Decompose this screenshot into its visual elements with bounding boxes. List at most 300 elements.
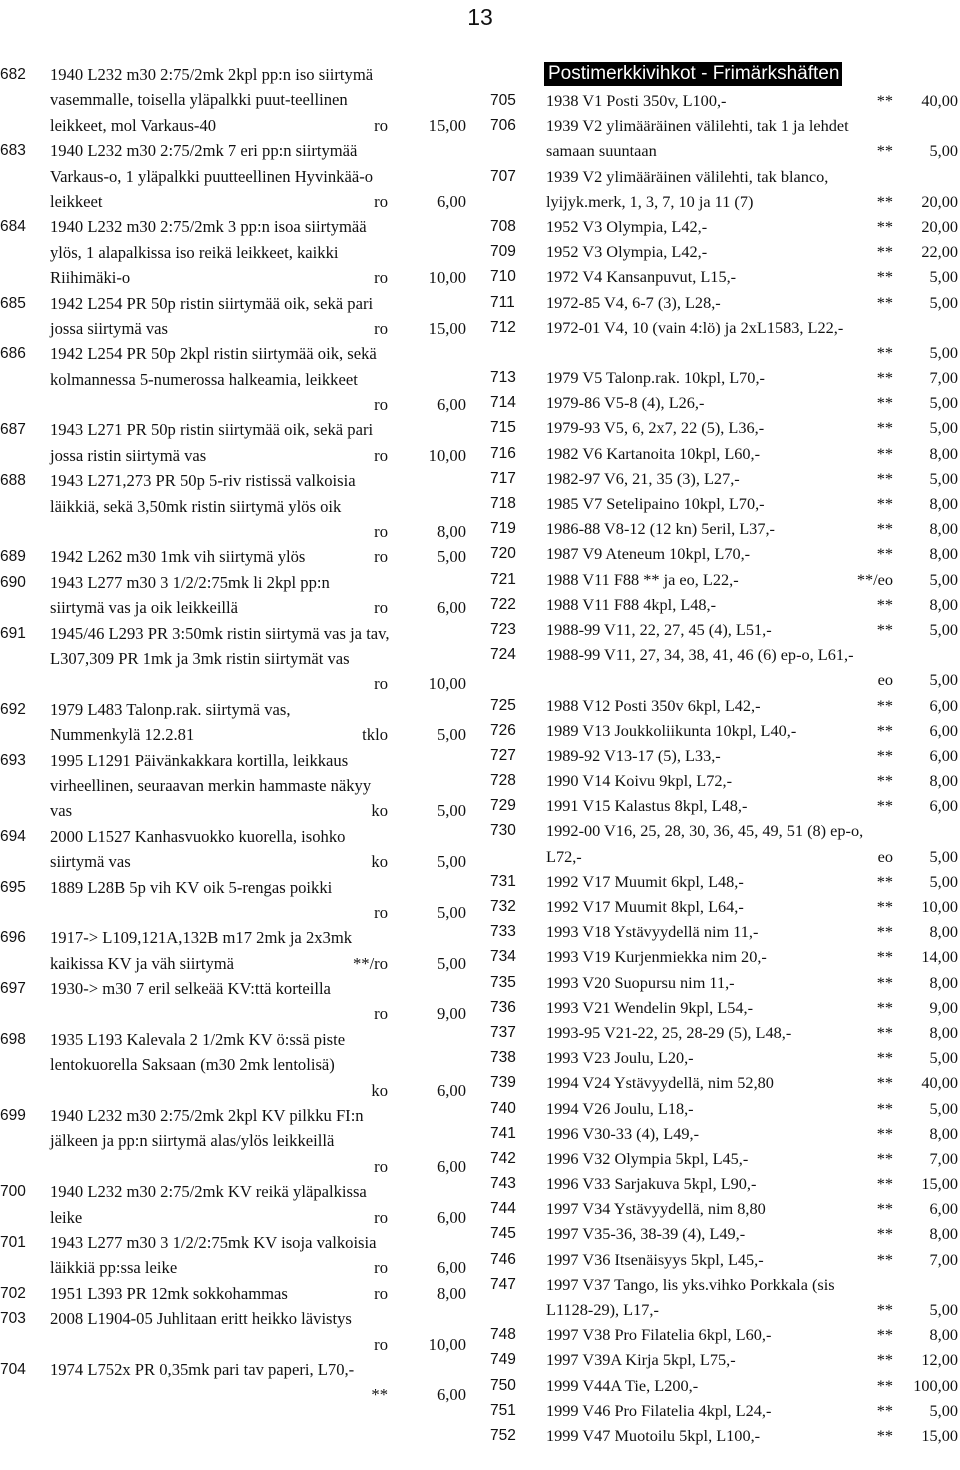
lot-entry	[490, 894, 958, 919]
lot-line	[0, 519, 466, 544]
lot-price: 5,00	[929, 1098, 958, 1118]
lot-line	[0, 1179, 466, 1204]
lot-price: 7,00	[929, 1148, 958, 1168]
lot-price: 5,00	[929, 342, 958, 362]
lot-line	[490, 793, 958, 818]
lot-number: 706	[490, 117, 516, 135]
left-column	[0, 62, 466, 1408]
lot-line	[490, 516, 958, 541]
lot-description: 1979 V5 Talonp.rak. 10kpl, L70,-	[546, 368, 765, 388]
lot-entry	[490, 1045, 958, 1070]
lot-description: 1940 L232 m30 2:75/2mk 7 eri pp:n siirtymää	[50, 141, 358, 161]
lot-price: 6,00	[436, 1207, 466, 1227]
lot-condition: ro	[374, 1334, 388, 1354]
lot-description: 1917-> L109,121A,132B m17 2mk ja 2x3mk	[50, 928, 353, 948]
lot-condition: ro	[374, 191, 388, 211]
lot-price: 15,00	[921, 1174, 958, 1194]
lot-entry	[490, 1096, 958, 1121]
lot-entry	[490, 365, 958, 390]
lot-entry	[490, 1070, 958, 1095]
lot-description: L1128-29), L17,-	[546, 1300, 659, 1319]
lot-condition: **	[876, 897, 893, 916]
lot-line	[0, 697, 466, 722]
lot-description: 1930-> m30 7 eril selkeää KV:ttä korteilla	[50, 979, 331, 999]
lot-number: 700	[0, 1183, 26, 1201]
lot-line	[0, 1382, 466, 1407]
lot-price: 10,00	[428, 674, 466, 694]
lot-entry	[0, 1357, 466, 1408]
lot-price: 22,00	[921, 242, 958, 262]
lot-line	[0, 1255, 466, 1280]
lot-line	[490, 541, 958, 566]
lot-condition: **	[876, 191, 893, 211]
lot-line	[0, 671, 466, 696]
lot-condition: **	[876, 216, 893, 236]
lot-entry	[490, 491, 958, 516]
lot-price: 5,00	[929, 292, 958, 312]
lot-description: 1993 V18 Ystävyydellä nim 11,-	[546, 922, 759, 942]
lot-price: 8,00	[929, 494, 958, 513]
lot-line	[0, 1052, 466, 1077]
lot-entry	[490, 1171, 958, 1196]
lot-price: 5,00	[929, 141, 958, 161]
lot-line	[490, 390, 958, 415]
lot-number: 695	[0, 878, 26, 896]
lot-entry	[490, 290, 958, 315]
lot-price: 9,00	[929, 997, 958, 1017]
lot-condition: ro	[374, 1258, 388, 1278]
lot-line	[0, 748, 466, 773]
lot-entry	[490, 1146, 958, 1171]
lot-number: 687	[0, 421, 26, 439]
lot-description: 1979 L483 Talonp.rak. siirtymä vas,	[50, 699, 291, 719]
lot-number: 711	[490, 293, 515, 311]
lot-price: 20,00	[921, 216, 958, 236]
lot-line	[0, 316, 466, 341]
lot-description: 1939 V2 ylimääräinen välilehti, tak blanco,	[546, 166, 829, 186]
lot-price: 5,00	[929, 393, 958, 413]
lot-line	[0, 138, 466, 163]
lot-description: 1997 V37 Tango, lis yks.vihko Porkkala (sis	[546, 1274, 835, 1294]
lot-line	[0, 849, 466, 874]
lot-condition: **/eo	[856, 569, 893, 589]
lot-number: 692	[0, 700, 26, 718]
lot-price: 10,00	[921, 897, 958, 916]
lot-description: 1940 L232 m30 2:75/2mk 2kpl pp:n iso siirtymä	[50, 65, 374, 84]
lot-price: 6,00	[436, 191, 466, 211]
lot-condition: **	[876, 1400, 893, 1420]
lot-price: 8,00	[929, 1325, 958, 1345]
lot-line	[490, 189, 958, 214]
lot-number: 685	[0, 294, 26, 312]
lot-line	[0, 417, 466, 442]
lot-line	[0, 951, 466, 976]
lot-condition: **	[876, 1350, 893, 1370]
lot-condition: tklo	[362, 725, 388, 745]
lot-number: 736	[490, 998, 516, 1016]
lot-description: 1996 V32 Olympia 5kpl, L45,-	[546, 1148, 749, 1168]
page-number: 13	[467, 4, 493, 30]
lot-line	[0, 443, 466, 468]
lot-description: läikkiä pp:ssa leike	[50, 1258, 178, 1278]
lot-line	[490, 642, 958, 667]
lot-description: 1988 V12 Posti 350v 6kpl, L42,-	[546, 695, 761, 715]
lot-entry	[0, 214, 466, 290]
lot-number: 729	[490, 797, 516, 815]
lot-line	[490, 315, 958, 340]
lot-line	[490, 1096, 958, 1121]
lot-description: 1986-88 V8-12 (12 kn) 5eril, L37,-	[546, 519, 775, 539]
lot-description: 1942 L254 PR 50p 2kpl ristin siirtymää oik, sekä	[50, 344, 377, 364]
lot-line	[0, 925, 466, 950]
lot-number: 683	[0, 142, 26, 160]
lot-description: 1987 V9 Ateneum 10kpl, L70,-	[546, 544, 751, 564]
lot-description: 1992 V17 Muumit 8kpl, L64,-	[546, 897, 744, 916]
lot-line	[0, 113, 466, 138]
lot-price: 8,00	[929, 1022, 958, 1042]
lot-line	[490, 919, 958, 944]
lot-description: 1993 V20 Suopursu nim 11,-	[546, 972, 735, 992]
lot-entry	[490, 315, 958, 365]
lot-line	[490, 138, 958, 163]
lot-condition: ro	[374, 445, 388, 465]
lot-entry	[490, 818, 958, 868]
lot-price: 15,00	[921, 1425, 958, 1445]
lot-line	[490, 818, 958, 843]
lot-line	[490, 894, 958, 919]
lot-condition: ro	[374, 1207, 388, 1227]
lot-condition: ko	[371, 1080, 388, 1100]
lot-condition: **	[876, 1022, 893, 1042]
lot-number: 720	[490, 545, 516, 563]
lot-description: 1999 V44A Tie, L200,-	[546, 1375, 699, 1395]
lot-condition: **	[876, 1123, 893, 1143]
lot-description: jossa siirtymä vas	[50, 318, 168, 338]
lot-price: 15,00	[428, 115, 466, 135]
lot-entry	[490, 441, 958, 466]
lot-entry	[490, 718, 958, 743]
lot-entry	[490, 869, 958, 894]
lot-number: 701	[0, 1233, 26, 1251]
lot-description: 1993-95 V21-22, 25, 28-29 (5), L48,-	[546, 1022, 792, 1042]
lot-condition: ro	[374, 902, 388, 922]
lot-number: 699	[0, 1107, 26, 1125]
lot-condition: ro	[374, 1283, 388, 1303]
lot-line	[0, 1128, 466, 1153]
lot-condition: **	[876, 1325, 893, 1345]
lot-price: 10,00	[428, 1334, 466, 1354]
lot-description: 1997 V34 Ystävyydellä, nim 8,80	[546, 1199, 766, 1219]
lot-line	[0, 773, 466, 798]
lot-line	[490, 1398, 958, 1423]
lot-entry	[490, 743, 958, 768]
lot-price: 6,00	[929, 1199, 958, 1219]
lot-number: 688	[0, 472, 26, 490]
lot-description: 1993 V19 Kurjenmiekka nim 20,-	[546, 947, 767, 967]
lot-condition: ro	[374, 674, 388, 694]
lot-number: 738	[490, 1049, 516, 1067]
lot-line	[0, 1154, 466, 1179]
lot-condition: **	[876, 418, 893, 438]
lot-line	[0, 468, 466, 493]
lot-line	[490, 844, 958, 869]
lot-entry	[490, 415, 958, 440]
lot-line	[0, 240, 466, 265]
lot-line	[0, 976, 466, 1001]
lot-price: 8,00	[929, 771, 958, 791]
lot-description: lentokuorella Saksaan (m30 2mk lentolisä)	[50, 1055, 335, 1075]
lot-entry	[490, 164, 958, 214]
lot-entry	[490, 1121, 958, 1146]
lot-number: 728	[490, 772, 516, 790]
lot-line	[490, 1272, 958, 1297]
lot-description: 1999 V47 Muotoilu 5kpl, L100,-	[546, 1425, 761, 1445]
lot-entry	[490, 995, 958, 1020]
lot-number: 744	[490, 1200, 516, 1218]
lot-price: 6,00	[929, 720, 958, 740]
lot-price: 8,00	[436, 1283, 466, 1303]
lot-line	[0, 570, 466, 595]
lot-line	[0, 621, 466, 646]
lot-description: 1935 L193 Kalevala 2 1/2mk KV ö:ssä piste	[50, 1029, 346, 1049]
lot-entry	[490, 541, 958, 566]
lot-description: 1988-99 V11, 22, 27, 45 (4), L51,-	[546, 619, 772, 639]
lot-line	[0, 367, 466, 392]
lot-price: 5,00	[929, 1300, 958, 1319]
lot-entry	[0, 468, 466, 544]
lot-price: 5,00	[929, 418, 958, 438]
lot-line	[490, 869, 958, 894]
lot-condition: **	[876, 1375, 893, 1395]
lot-line	[0, 291, 466, 316]
lot-price: 8,00	[436, 522, 466, 542]
lot-number: 696	[0, 929, 26, 947]
lot-description: 1990 V14 Koivu 9kpl, L72,-	[546, 771, 733, 791]
lot-condition: **	[876, 393, 893, 413]
lot-description: Varkaus-o, 1 yläpalkki puutteellinen Hyvinkää-o	[50, 166, 374, 186]
lot-number: 686	[0, 345, 26, 363]
lot-description: 2000 L1527 Kanhasvuokko kuorella, isohko	[50, 826, 346, 846]
lot-number: 722	[490, 595, 516, 613]
lot-entry	[490, 768, 958, 793]
lot-price: 5,00	[436, 953, 466, 973]
lot-condition: ro	[374, 1004, 388, 1024]
lot-line	[490, 1373, 958, 1398]
lot-condition: **	[876, 1300, 893, 1319]
lot-entry	[0, 697, 466, 748]
lot-description: 1942 L254 PR 50p ristin siirtymää oik, sekä pari	[50, 293, 374, 313]
lot-condition: **	[876, 695, 893, 715]
lot-condition: **	[876, 1224, 893, 1244]
lot-number: 751	[490, 1401, 516, 1419]
lot-condition: **	[876, 242, 893, 262]
lot-condition: **	[876, 997, 893, 1017]
lot-price: 12,00	[921, 1350, 958, 1370]
lot-description: jälkeen ja pp:n siirtymä alas/ylös leikkeillä	[50, 1131, 335, 1151]
lot-number: 732	[490, 898, 516, 915]
lot-condition: **	[876, 141, 893, 161]
lot-entry	[490, 793, 958, 818]
lot-condition: ro	[374, 268, 388, 288]
lot-line	[490, 567, 958, 592]
lot-line	[490, 1020, 958, 1045]
lot-price: 5,00	[436, 902, 466, 922]
lot-entry	[0, 1027, 466, 1103]
lot-description: 1988 V11 F88 4kpl, L48,-	[546, 594, 717, 614]
lot-entry	[490, 1020, 958, 1045]
lot-condition: **	[876, 468, 893, 488]
lot-entry	[490, 1221, 958, 1246]
lot-line	[490, 441, 958, 466]
lot-line	[490, 1196, 958, 1221]
lot-line	[0, 189, 466, 214]
lot-number: 724	[490, 646, 516, 664]
lot-price: 7,00	[929, 368, 958, 388]
lot-condition: **	[876, 619, 893, 639]
lot-entry	[0, 824, 466, 875]
lot-number: 697	[0, 980, 26, 998]
lot-line	[490, 1146, 958, 1171]
lot-price: 6,00	[929, 695, 958, 715]
lot-line	[490, 466, 958, 491]
lot-description: jossa ristin siirtymä vas	[50, 445, 207, 465]
lot-price: 9,00	[436, 1004, 466, 1024]
lot-condition: **	[876, 443, 893, 463]
lot-line	[0, 798, 466, 823]
lot-entry	[490, 214, 958, 239]
lot-line	[0, 1230, 466, 1255]
lot-number: 746	[490, 1250, 516, 1268]
lot-description: 1991 V15 Kalastus 8kpl, L48,-	[546, 796, 748, 816]
lot-entry	[490, 1322, 958, 1347]
lot-price: 100,00	[913, 1375, 958, 1395]
lot-number: 703	[0, 1310, 26, 1328]
lot-line	[0, 1281, 466, 1306]
lot-line	[0, 1205, 466, 1230]
lot-price: 8,00	[929, 594, 958, 614]
lot-description: 1945/46 L293 PR 3:50mk ristin siirtymä vas ja tav,	[50, 623, 390, 643]
lot-line	[0, 341, 466, 366]
lot-description: lyijyk.merk, 1, 3, 7, 10 ja 11 (7)	[546, 191, 754, 211]
lot-price: 8,00	[929, 519, 958, 539]
lot-description: 1979-93 V5, 6, 2x7, 22 (5), L36,-	[546, 418, 765, 438]
lot-description: 1889 L28B 5p vih KV oik 5-rengas poikki	[50, 877, 333, 897]
lot-price: 20,00	[921, 191, 958, 211]
lot-line	[0, 87, 466, 112]
lot-line	[490, 239, 958, 264]
lot-entry	[0, 976, 466, 1027]
lot-line	[0, 494, 466, 519]
lot-line	[490, 970, 958, 995]
lot-condition: **	[876, 745, 893, 765]
lot-entry	[0, 875, 466, 926]
lot-description: L307,309 PR 1mk ja 3mk ristin siirtymät vas	[50, 648, 350, 668]
lot-condition: **	[876, 1249, 893, 1269]
lot-description: 1940 L232 m30 2:75/2mk 3 pp:n isoa siirtymää	[50, 217, 367, 237]
lot-line	[490, 1121, 958, 1146]
lot-line	[490, 667, 958, 692]
lot-number: 694	[0, 827, 26, 845]
lot-line	[490, 592, 958, 617]
lot-number: 727	[490, 746, 516, 764]
lot-line	[0, 544, 466, 569]
lot-price: 15,00	[428, 318, 466, 338]
lot-description: siirtymä vas	[50, 852, 131, 872]
lot-price: 6,00	[436, 1080, 466, 1100]
lot-entry	[0, 570, 466, 621]
lot-number: 714	[490, 394, 516, 412]
lot-description: virheellinen, seuraavan merkin hammaste näkyy	[50, 775, 372, 795]
lot-condition: **	[876, 947, 893, 967]
lot-line	[490, 1070, 958, 1095]
lot-description: 1995 L1291 Päivänkakkara kortilla, leikkaus	[50, 750, 349, 770]
lot-description: leikkeet	[50, 191, 103, 211]
lot-condition: ro	[374, 547, 388, 567]
lot-description: 1952 V3 Olympia, L42,-	[546, 216, 708, 236]
lot-line	[490, 944, 958, 969]
lot-price: 5,00	[436, 852, 466, 872]
lot-line	[0, 164, 466, 189]
lot-condition: **	[876, 519, 893, 539]
lot-line	[0, 1306, 466, 1331]
lot-condition: **	[876, 91, 893, 110]
lot-price: 6,00	[436, 1156, 466, 1176]
lot-description: ylös, 1 alapalkissa iso reikä leikkeet, kaikki	[50, 242, 339, 262]
lot-entry	[0, 417, 466, 468]
lot-condition: **	[876, 796, 893, 816]
lot-entry	[490, 390, 958, 415]
lot-line	[490, 718, 958, 743]
lot-condition: **	[876, 544, 893, 564]
lot-number: 733	[490, 923, 516, 941]
lot-description: 1943 L271 PR 50p ristin siirtymää oik, sekä pari	[50, 420, 374, 440]
lot-description: 1989-92 V13-17 (5), L33,-	[546, 745, 721, 765]
lot-line	[490, 1423, 958, 1448]
lot-price: 5,00	[929, 1400, 958, 1420]
lot-entry	[490, 1423, 958, 1448]
lot-description: 1997 V38 Pro Filatelia 6kpl, L60,-	[546, 1325, 772, 1345]
lot-price: 40,00	[921, 1073, 958, 1093]
lot-condition: **	[876, 1199, 893, 1219]
lot-description: Nummenkylä 12.2.81	[50, 725, 195, 745]
lot-description: 1974 L752x PR 0,35mk pari tav paperi, L70,-	[50, 1359, 355, 1379]
lot-line	[0, 824, 466, 849]
lot-line	[490, 214, 958, 239]
lot-entry	[490, 693, 958, 718]
lot-entry	[490, 1196, 958, 1221]
lot-line	[490, 415, 958, 440]
lot-price: 8,00	[929, 1123, 958, 1143]
lot-price: 6,00	[436, 395, 466, 415]
lot-description: L72,-	[546, 846, 582, 866]
lot-condition: **/ro	[352, 953, 388, 973]
lot-description: 1943 L277 m30 3 1/2/2:75mk li 2kpl pp:n	[50, 572, 330, 592]
lot-number: 691	[0, 624, 26, 642]
lot-condition: **	[876, 1048, 893, 1068]
lot-entry	[490, 88, 958, 113]
lot-condition: ko	[371, 852, 388, 872]
lot-condition: ro	[374, 598, 388, 618]
lot-line	[490, 340, 958, 365]
lot-line	[490, 491, 958, 516]
lot-line	[0, 900, 466, 925]
lot-price: 6,00	[436, 1258, 466, 1278]
lot-entry	[490, 1398, 958, 1423]
lot-description: 1997 V36 Itsenäisyys 5kpl, L45,-	[546, 1249, 764, 1269]
lot-line	[490, 995, 958, 1020]
lot-price: 5,00	[929, 569, 958, 589]
lot-line	[490, 693, 958, 718]
